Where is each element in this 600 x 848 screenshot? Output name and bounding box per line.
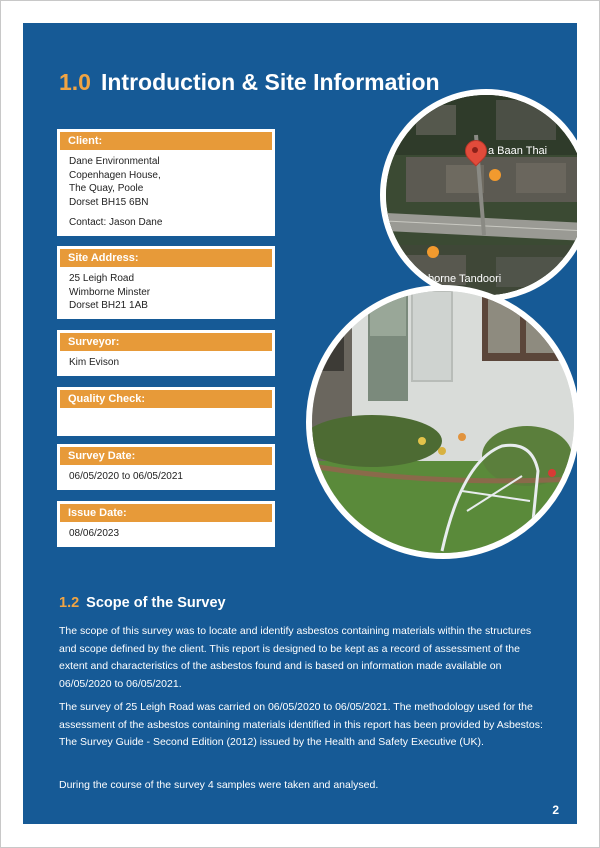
- scope-heading: [59, 595, 226, 611]
- scope-paragraph: The survey of 25 Leigh Road was carried on 06/05/2020 to 06/05/2021. The methodology used for the assessment of the asbestos containing materials identified in this report has been provided by Asbestos: The Survey Guide - Second Edition (2012) issued by the Health and Safety Executive (UK).: [59, 701, 543, 748]
- site-photo: [306, 285, 577, 559]
- issue-date-card: [57, 501, 275, 547]
- surveyor-label: Surveyor:: [60, 333, 272, 351]
- client-line: Dane Environmental: [69, 156, 160, 167]
- survey-date-card: [57, 444, 275, 490]
- map-label-baan-thai: a Baan Thai: [488, 145, 548, 157]
- map-pin-dot: [472, 147, 478, 153]
- site-address-line: Wimborne Minster: [69, 286, 151, 298]
- surveyor-value: Kim Evison: [69, 357, 120, 368]
- client-line: The Quay, Poole: [69, 183, 144, 194]
- map-label-wimborne-tandoori: Wimborne Tandoori: [406, 273, 502, 285]
- scope-paragraph: During the course of the survey 4 samples were taken and analysed.: [59, 779, 379, 791]
- client-card: [57, 129, 275, 236]
- quality-check-card: [57, 387, 275, 436]
- content-panel: [23, 23, 577, 824]
- location-map: [380, 89, 577, 301]
- client-line: Copenhagen House,: [69, 169, 161, 181]
- scope-paragraph: The scope of this survey was to locate and identify asbestos containing materials within the structures and scope defined by the client. This report is designed to be kept as a record of assessment of the extent and characteristics of the asbestos found and is based on information made available on 06/05/2020 to 06/05/2021.: [59, 625, 532, 690]
- restaurant-marker-icon: [427, 246, 439, 258]
- quality-check-label: Quality Check:: [60, 390, 272, 408]
- surveyor-card: [57, 330, 275, 376]
- site-address-line: 25 Leigh Road: [69, 273, 135, 284]
- client-contact: Contact: Jason Dane: [69, 217, 163, 228]
- site-address-label: Site Address:: [60, 249, 272, 267]
- site-address-card: [57, 246, 275, 319]
- issue-date-label: Issue Date:: [60, 504, 272, 522]
- page-number: 2: [552, 803, 559, 817]
- issue-date-value: 08/06/2023: [69, 528, 120, 539]
- page-title: [59, 69, 440, 96]
- scope-title: Scope of the Survey: [86, 595, 226, 611]
- survey-date-value: 06/05/2020 to 06/05/2021: [69, 471, 183, 482]
- client-label: Client:: [60, 132, 272, 150]
- section-title-text: Introduction & Site Information: [100, 69, 440, 95]
- scope-number: 1.2: [59, 595, 80, 611]
- site-address-line: Dorset BH21 1AB: [69, 300, 148, 311]
- client-line: Dorset BH15 6BN: [69, 196, 149, 208]
- survey-date-label: Survey Date:: [60, 447, 272, 465]
- section-number: 1.0: [59, 69, 91, 95]
- restaurant-marker-icon: [489, 169, 501, 181]
